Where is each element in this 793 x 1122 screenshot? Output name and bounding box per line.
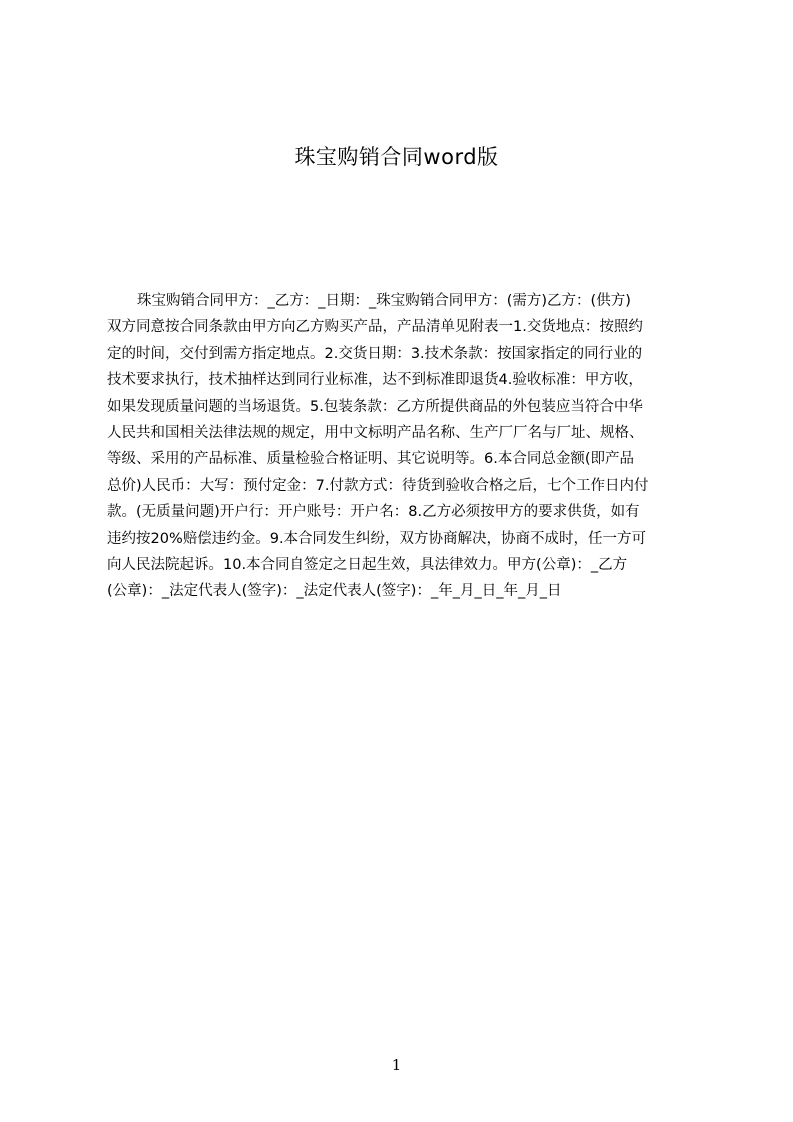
contract-body bbox=[107, 288, 697, 618]
body-line: 珠宝购销合同甲方：_乙方：_日期：_珠宝购销合同甲方：(需方)乙方：(供方) bbox=[137, 293, 631, 309]
body-line: 如果发现质量问题的当场退货。5.包装条款：乙方所提供商品的外包装应当符合中华 bbox=[107, 398, 643, 415]
body-line: 定的时间，交付到需方指定地点。2.交货日期：3.技术条款：按国家指定的同行业的 bbox=[107, 345, 643, 362]
body-line: 款。(无质量问题)开户行：开户账号：开户名：8.乙方必须按甲方的要求供货，如有 bbox=[107, 504, 640, 521]
body-line: 双方同意按合同条款由甲方向乙方购买产品，产品清单见附表一1.交货地点：按照约 bbox=[107, 319, 643, 336]
body-line: 向人民法院起诉。10.本合同自签定之日起生效，具法律效力。甲方(公章)：_乙方 bbox=[107, 556, 628, 573]
body-line: 违约按20%赔偿违约金。9.本合同发生纠纷，双方协商解决，协商不成时，任一方可 bbox=[107, 530, 647, 547]
body-line: 人民共和国相关法律法规的规定，用中文标明产品名称、生产厂厂名与厂址、规格、 bbox=[107, 424, 644, 441]
body-line: 总价)人民币：大写：预付定金：7.付款方式：待货到验收合格之后，七个工作日内付 bbox=[107, 477, 649, 494]
body-line: 技术要求执行，技术抽样达到同行业标准，达不到标准即退货4.验收标准：甲方收， bbox=[107, 372, 643, 389]
body-line: 等级、采用的产品标准、质量检验合格证明、其它说明等。6.本合同总金额(即产品 bbox=[107, 451, 634, 468]
body-line: (公章)：_法定代表人(签字)：_法定代表人(签字)：_年_月_日_年_月_日 bbox=[107, 583, 562, 600]
page-number: 1 bbox=[391, 1056, 402, 1074]
document-title: 珠宝购销合同word版 bbox=[294, 145, 499, 169]
